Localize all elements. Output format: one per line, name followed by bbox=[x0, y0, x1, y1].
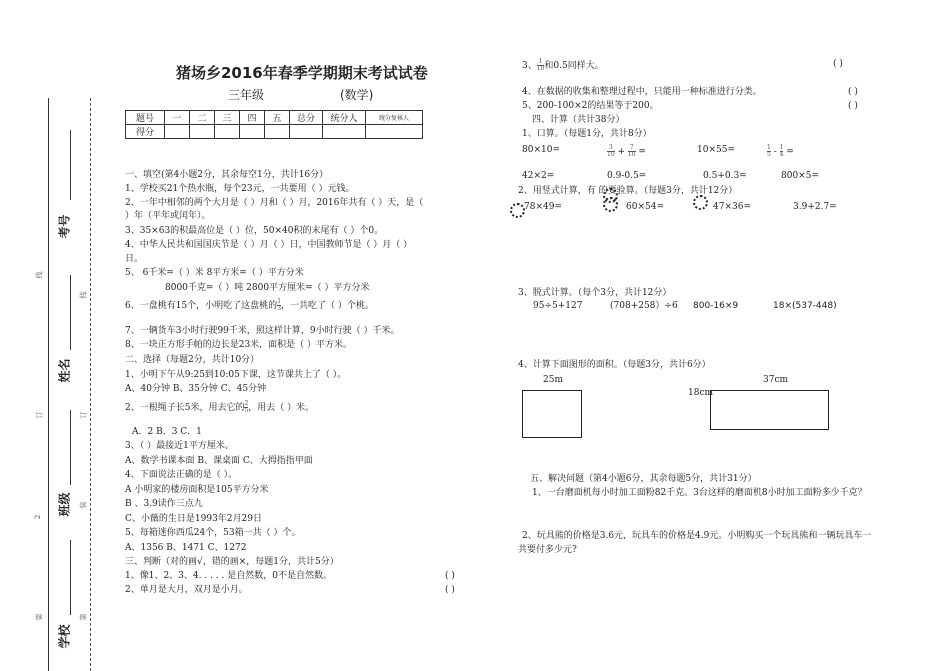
section-5-heading: 五、解决问题（第4小题6分，其余每题5分，共计31分） bbox=[530, 474, 757, 484]
fraction-numerator: 1 bbox=[779, 144, 784, 151]
oral-calc-3: 10×55= bbox=[697, 145, 735, 155]
score-cell: 三 bbox=[215, 111, 240, 125]
step-calc-3: 800-16×9 bbox=[693, 301, 739, 311]
score-table-score-row bbox=[126, 125, 423, 139]
score-input-cell[interactable] bbox=[240, 125, 265, 139]
side-xian-1: 线 bbox=[35, 271, 44, 279]
calc-1-heading: 1、口算。（每题1分，共计8分） bbox=[522, 129, 652, 139]
score-cell: 总分 bbox=[290, 111, 323, 125]
side-di-2: 第 bbox=[79, 613, 88, 621]
side-label-kaohao: 考号 bbox=[57, 214, 72, 239]
score-input-cell[interactable] bbox=[290, 125, 323, 139]
oral-calc-5: 42×2= bbox=[522, 171, 555, 181]
choice-4-option-a: A 小明家的楼房面积是105平方分米 bbox=[125, 485, 269, 495]
question-fill-2-cont: ）年（平年或闰年）。 bbox=[125, 211, 211, 221]
fraction-denominator: 5 bbox=[244, 407, 249, 414]
question-fill-6-text-2: ，一共吃了（ ）个桃。 bbox=[281, 301, 374, 311]
side-zhuang: 装 bbox=[79, 501, 88, 509]
choice-3-options: A、数学书课本面 B、课桌面 C、大拇指指甲面 bbox=[125, 456, 313, 466]
fraction-numerator: 3 bbox=[608, 144, 613, 151]
vertical-calc-4: 3.9+2.7= bbox=[793, 202, 837, 212]
choice-2-text: 2、一根绳子长5米，用去它的 bbox=[125, 403, 245, 413]
question-fill-6 bbox=[125, 299, 374, 312]
oral-calc-4: $\frac{1}{5}$ - $\frac{1}{4}$ = bbox=[767, 144, 794, 158]
fraction-denominator: 4 bbox=[779, 151, 784, 158]
fraction-one-fourth bbox=[780, 145, 784, 158]
question-fill-5-cont: 8000千克=（ ）吨 2800平方厘米=（ ）平方分米 bbox=[165, 283, 370, 293]
oral-calc-2: $\frac{3}{10}$ + $\frac{7}{10}$ = bbox=[607, 144, 646, 158]
fraction-numerator: 7 bbox=[629, 144, 634, 151]
choice-1-options: A、40分钟 B、35分钟 C、45分钟 bbox=[125, 384, 267, 394]
judge-5-paren[interactable]: ( ) bbox=[848, 101, 858, 111]
calc-3-heading: 3、脱式计算。（每个3分，共计12分） bbox=[518, 288, 672, 298]
score-input-cell[interactable] bbox=[215, 125, 240, 139]
oral-calc-6: 0.9-0.5= bbox=[607, 171, 647, 181]
vertical-calc-2: 60×54= bbox=[626, 202, 664, 212]
score-cell: 五 bbox=[265, 111, 290, 125]
section-3-heading: 三、判断（对的画√，错的画×，每题1分，共计5分） bbox=[125, 557, 339, 567]
judge-4-paren[interactable]: ( ) bbox=[848, 87, 858, 97]
question-judge-5: 5、200-100×2的结果等于200。 bbox=[522, 101, 659, 111]
question-fill-1: 1、学校买21个热水瓶，每个23元，一共要用（ ）元钱。 bbox=[125, 184, 355, 194]
side-num2: 2 bbox=[34, 514, 43, 520]
judge-2-paren[interactable]: ( ) bbox=[445, 585, 455, 595]
side-ding-2: 订 bbox=[79, 411, 88, 419]
kaohao-underline bbox=[70, 130, 71, 200]
judge-3-prefix: 3、 bbox=[522, 61, 537, 71]
rectangle-figure bbox=[710, 390, 829, 430]
square-figure bbox=[522, 390, 582, 438]
fraction-denominator: 5 bbox=[767, 151, 771, 158]
fraction-one-fifth bbox=[767, 145, 771, 158]
fraction-numerator: 1 bbox=[538, 58, 543, 65]
section-4-heading: 四、计算（共计38分） bbox=[532, 115, 625, 125]
problem-2: 2、玩具熊的价格是3.6元，玩具车的价格是4.9元。小明购买一个玩具熊和一辆玩具车一 bbox=[522, 531, 872, 541]
page-title: 猪场乡2016年春季学期期末考试试卷 bbox=[176, 64, 428, 82]
gear-icon bbox=[603, 197, 618, 212]
step-calc-4: 18×(537-448) bbox=[773, 301, 837, 311]
calc-2-heading: 2、用竖式计算，有 的要验算。（每题3分，共计12分） bbox=[518, 186, 738, 196]
score-cell: 二 bbox=[190, 111, 215, 125]
section-2-heading: 二、选择（每题2分，共计10分） bbox=[125, 355, 260, 365]
question-fill-4-cont: 日。 bbox=[125, 254, 144, 264]
question-fill-3: 3、35×63的积最高位是（ ）位，50×40积的末尾有（ ）个0。 bbox=[125, 226, 384, 236]
score-row-label: 得分 bbox=[126, 125, 165, 139]
judge-3-paren[interactable]: ( ) bbox=[833, 59, 843, 69]
question-choice-5: 5、每箱迷你西瓜24个，53箱一共（ ）个。 bbox=[125, 528, 301, 538]
grade-label: 三年级 bbox=[228, 88, 265, 102]
problem-1: 1、一台磨面机每小时加工面粉82千克。3台这样的磨面机8小时加工面粉多少千克？ bbox=[532, 488, 867, 498]
score-cell: 题号 bbox=[126, 111, 165, 125]
question-fill-4: 4、中华人民共和国国庆节是（ ）月（ ）日，中国教师节是（ ）月（ ） bbox=[125, 240, 413, 250]
xingming-underline bbox=[70, 275, 71, 350]
side-di-1: 第 bbox=[35, 613, 44, 621]
oral-calc-1: 80×10= bbox=[522, 145, 560, 155]
question-fill-8: 8、一块正方形手帕的边长是23米，面积是（ ）平方米。 bbox=[125, 340, 353, 350]
choice-2-options: A．2 B．3 C．1 bbox=[132, 427, 202, 437]
side-xian-2: 线 bbox=[79, 291, 88, 299]
side-ding-1: 订 bbox=[35, 411, 44, 419]
side-label-xingming: 姓名 bbox=[57, 358, 72, 383]
vertical-calc-1: 78×49= bbox=[524, 202, 562, 212]
question-choice-2 bbox=[125, 401, 314, 414]
score-cell: 一 bbox=[165, 111, 190, 125]
score-input-cell[interactable] bbox=[190, 125, 215, 139]
fraction-seven-tenths bbox=[628, 145, 636, 158]
oral-calc-7: 0.5+0.3= bbox=[703, 171, 747, 181]
choice-4-option-b: B 、3.9读作三点九 bbox=[125, 499, 203, 509]
fraction-numerator: 1 bbox=[277, 298, 282, 305]
side-label-banji: 班级 bbox=[57, 492, 72, 517]
score-cell: 统分复核人 bbox=[366, 111, 423, 125]
binding-line-outer bbox=[48, 98, 49, 671]
rectangle-width-label: 18cm bbox=[688, 388, 714, 398]
fraction-denominator: 10 bbox=[627, 151, 636, 158]
square-side-label: 25m bbox=[543, 375, 563, 385]
score-input-cell[interactable] bbox=[366, 125, 423, 139]
choice-4-option-c: C、小薇的生日是1993年2月29日 bbox=[125, 514, 262, 524]
fraction-three-tenths bbox=[607, 145, 615, 158]
gear-icon bbox=[510, 203, 525, 218]
score-input-cell[interactable] bbox=[165, 125, 190, 139]
subject-label: (数学) bbox=[340, 88, 374, 102]
fraction-numerator: 2 bbox=[244, 400, 249, 407]
xuexiao-underline bbox=[70, 540, 71, 615]
question-fill-2: 2、一年中相邻的两个大月是（ ）月和（ ）月，2016年共有（ ）天，是（ bbox=[125, 198, 424, 208]
step-calc-2: (708+258）÷6 bbox=[610, 301, 678, 311]
gear-icon bbox=[693, 195, 708, 210]
question-fill-6-text: 6、一盘桃有15个，小明吃了这盘桃的 bbox=[125, 301, 278, 311]
section-1-heading: 一、填空(第4小题2分，其余每空1分，共计16分） bbox=[125, 170, 329, 180]
question-judge-3 bbox=[522, 59, 604, 72]
rectangle-length-label: 37cm bbox=[763, 375, 789, 385]
judge-1-paren[interactable]: ( ) bbox=[445, 571, 455, 581]
binding-line-dashed bbox=[90, 98, 91, 671]
fraction-denominator: 3 bbox=[277, 305, 282, 312]
score-cell: 四 bbox=[240, 111, 265, 125]
question-choice-4: 4、下面说法正确的是（ ）。 bbox=[125, 470, 238, 480]
question-judge-4: 4、在数据的收集和整理过程中，只能用一种标准进行分类。 bbox=[522, 87, 762, 97]
judge-3-text: 和0.5同样大。 bbox=[544, 61, 604, 71]
question-choice-1: 1、小明下午从9:25到10:05下课，这节课共上了（ ）。 bbox=[125, 370, 347, 380]
banji-underline bbox=[70, 410, 71, 485]
side-label-xuexiao: 学校 bbox=[57, 624, 72, 649]
oral-calc-8: 800×5= bbox=[781, 171, 819, 181]
choice-2-text-2: ，用去（ ）米。 bbox=[248, 403, 315, 413]
fraction-denominator: 10 bbox=[536, 65, 545, 72]
fraction-denominator: 10 bbox=[607, 151, 615, 158]
calc-4-heading: 4、计算下面图形的面积。（每题3分，共计6分） bbox=[518, 360, 711, 370]
question-judge-1: 1、像1、2、3、4. . . . . 是自然数，0不是自然数。 bbox=[125, 571, 332, 581]
step-calc-1: 95÷5+127 bbox=[533, 301, 583, 311]
score-input-cell[interactable] bbox=[323, 125, 366, 139]
question-fill-7: 7、一辆货车3小时行驶99千米，照这样计算，9小时行驶（ ）千米。 bbox=[125, 326, 400, 336]
fraction-numerator: 1 bbox=[767, 144, 771, 151]
score-table bbox=[125, 110, 423, 139]
score-input-cell[interactable] bbox=[265, 125, 290, 139]
choice-5-options: A、1356 B、1471 C、1272 bbox=[125, 543, 247, 553]
problem-2-cont: 共要付多少元? bbox=[518, 545, 577, 555]
question-fill-5: 5、 6千米=（ ）米 8平方米=（ ）平方分米 bbox=[125, 268, 304, 278]
question-judge-2: 2、单月是大月，双月是小月。 bbox=[125, 585, 248, 595]
score-table-header-row bbox=[126, 111, 423, 125]
question-choice-3: 3、（ ）最接近1平方厘米。 bbox=[125, 441, 234, 451]
score-cell: 统分人 bbox=[323, 111, 366, 125]
vertical-calc-3: 47×36= bbox=[713, 202, 751, 212]
